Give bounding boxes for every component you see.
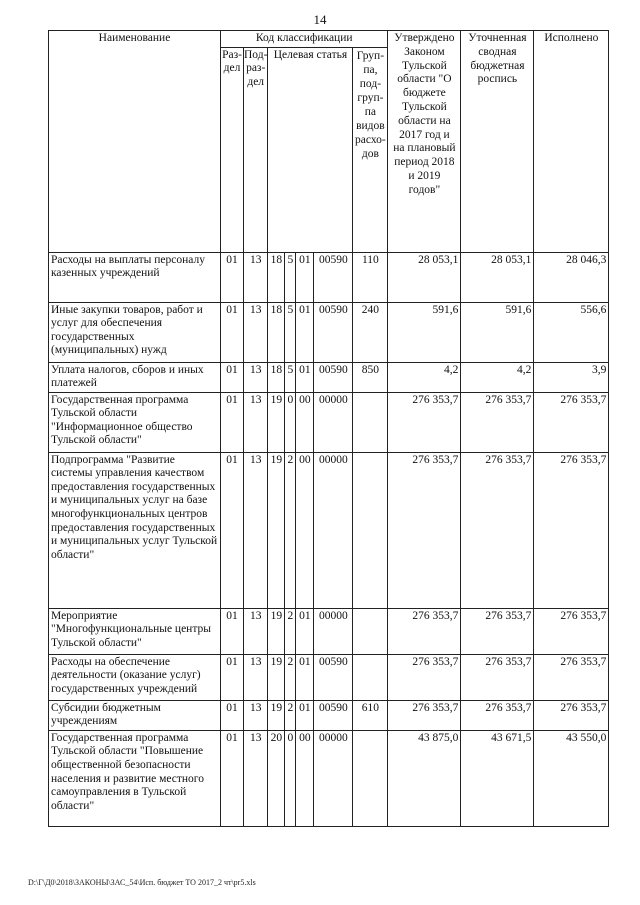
cell-target-subprogram: 5	[285, 362, 296, 392]
cell-target-program: 19	[268, 392, 285, 452]
cell-target-event: 00	[296, 392, 314, 452]
cell-podrazdel: 13	[244, 654, 268, 700]
cell-razdel: 01	[221, 302, 244, 362]
cell-target-subprogram: 2	[285, 700, 296, 730]
row-name: Расходы на выплаты персоналу казенных учреждений	[49, 252, 221, 302]
cell-revised: 28 053,1	[461, 252, 534, 302]
row-name: Субсидии бюджетным учреждениям	[49, 700, 221, 730]
cell-approved: 276 353,7	[388, 654, 461, 700]
cell-revised: 276 353,7	[461, 608, 534, 654]
header-name: Наименование	[49, 31, 221, 253]
cell-revised: 276 353,7	[461, 700, 534, 730]
table-row	[49, 608, 609, 654]
cell-executed: 3,9	[534, 362, 609, 392]
cell-group: 240	[353, 302, 388, 362]
cell-target-direction: 00590	[314, 654, 353, 700]
cell-podrazdel: 13	[244, 302, 268, 362]
cell-revised: 276 353,7	[461, 654, 534, 700]
cell-group	[353, 392, 388, 452]
cell-target-event: 01	[296, 700, 314, 730]
cell-approved: 4,2	[388, 362, 461, 392]
cell-target-direction: 00590	[314, 362, 353, 392]
row-name: Государственная программа Тульской области "Информационное общество Тульской области"	[49, 392, 221, 452]
cell-podrazdel: 13	[244, 608, 268, 654]
cell-executed: 28 046,3	[534, 252, 609, 302]
cell-podrazdel: 13	[244, 700, 268, 730]
cell-target-event: 00	[296, 730, 314, 826]
cell-approved: 43 875,0	[388, 730, 461, 826]
cell-executed: 276 353,7	[534, 608, 609, 654]
header-podrazdel: Под- раз- дел	[244, 47, 268, 252]
table-row	[49, 730, 609, 826]
cell-target-event: 01	[296, 302, 314, 362]
cell-target-direction: 00000	[314, 452, 353, 608]
cell-target-event: 01	[296, 654, 314, 700]
cell-target-direction: 00000	[314, 392, 353, 452]
table-row	[49, 302, 609, 362]
cell-group: 610	[353, 700, 388, 730]
cell-razdel: 01	[221, 654, 244, 700]
cell-target-event: 00	[296, 452, 314, 608]
cell-podrazdel: 13	[244, 362, 268, 392]
cell-approved: 276 353,7	[388, 452, 461, 608]
cell-target-direction: 00590	[314, 700, 353, 730]
cell-target-program: 18	[268, 362, 285, 392]
cell-razdel: 01	[221, 730, 244, 826]
cell-target-subprogram: 2	[285, 654, 296, 700]
cell-executed: 276 353,7	[534, 452, 609, 608]
cell-target-event: 01	[296, 362, 314, 392]
cell-target-subprogram: 0	[285, 392, 296, 452]
cell-target-program: 18	[268, 302, 285, 362]
cell-podrazdel: 13	[244, 392, 268, 452]
cell-executed: 276 353,7	[534, 654, 609, 700]
table-header	[49, 31, 609, 253]
cell-approved: 276 353,7	[388, 700, 461, 730]
cell-podrazdel: 13	[244, 730, 268, 826]
cell-revised: 591,6	[461, 302, 534, 362]
header-executed: Исполнено	[534, 31, 609, 253]
cell-target-subprogram: 2	[285, 452, 296, 608]
cell-target-subprogram: 5	[285, 252, 296, 302]
cell-target-subprogram: 5	[285, 302, 296, 362]
page-number: 14	[313, 12, 327, 27]
cell-target-event: 01	[296, 608, 314, 654]
row-name: Подпрограмма "Развитие системы управления качеством предоставления государственных и муниципальных услуг на базе многофункциональных центров предоставления государственных и муниципальных услуг Тульской области"	[49, 452, 221, 608]
cell-target-direction: 00000	[314, 730, 353, 826]
cell-group: 110	[353, 252, 388, 302]
table-row	[49, 654, 609, 700]
row-name: Расходы на обеспечение деятельности (оказание услуг) государственных учреждений	[49, 654, 221, 700]
header-revised: Уточненная сводная бюджетная роспись	[461, 31, 534, 253]
row-name: Уплата налогов, сборов и иных платежей	[49, 362, 221, 392]
cell-target-program: 19	[268, 654, 285, 700]
cell-group	[353, 654, 388, 700]
header-approved: Утверждено Законом Тульской области "О бюджете Тульской области на 2017 год и на плановый период 2018 и 2019 годов"	[388, 31, 461, 253]
cell-group	[353, 452, 388, 608]
cell-revised: 43 671,5	[461, 730, 534, 826]
header-razdel: Раз- дел	[221, 47, 244, 252]
cell-razdel: 01	[221, 252, 244, 302]
cell-target-direction: 00000	[314, 608, 353, 654]
row-name: Мероприятие "Многофункциональные центры Тульской области"	[49, 608, 221, 654]
table-row	[49, 700, 609, 730]
cell-podrazdel: 13	[244, 452, 268, 608]
cell-group	[353, 730, 388, 826]
cell-revised: 276 353,7	[461, 452, 534, 608]
cell-approved: 591,6	[388, 302, 461, 362]
row-name: Иные закупки товаров, работ и услуг для обеспечения государственных (муниципальных) нужд	[49, 302, 221, 362]
cell-razdel: 01	[221, 608, 244, 654]
cell-target-direction: 00590	[314, 302, 353, 362]
cell-revised: 4,2	[461, 362, 534, 392]
cell-target-program: 18	[268, 252, 285, 302]
table-row	[49, 392, 609, 452]
cell-target-event: 01	[296, 252, 314, 302]
cell-razdel: 01	[221, 452, 244, 608]
cell-target-program: 20	[268, 730, 285, 826]
cell-approved: 276 353,7	[388, 608, 461, 654]
table-row	[49, 252, 609, 302]
cell-approved: 28 053,1	[388, 252, 461, 302]
header-code-group: Код классификации	[221, 31, 388, 48]
header-target: Целевая статья	[268, 47, 353, 252]
row-name: Государственная программа Тульской области "Повышение общественной безопасности населения и развитие местного самоуправления в Тульской области"	[49, 730, 221, 826]
cell-executed: 43 550,0	[534, 730, 609, 826]
cell-target-program: 19	[268, 700, 285, 730]
table-row	[49, 452, 609, 608]
cell-executed: 556,6	[534, 302, 609, 362]
footer-file-path: D:\Г\Д0\2018\ЗАКОНЫ\ЗАС_54\Исп. бюджет ТО 2017_2 чт\pr5.xls	[28, 878, 256, 887]
cell-group	[353, 608, 388, 654]
cell-razdel: 01	[221, 392, 244, 452]
cell-target-program: 19	[268, 452, 285, 608]
cell-approved: 276 353,7	[388, 392, 461, 452]
cell-revised: 276 353,7	[461, 392, 534, 452]
table-body	[49, 252, 609, 826]
cell-razdel: 01	[221, 700, 244, 730]
cell-podrazdel: 13	[244, 252, 268, 302]
cell-target-subprogram: 2	[285, 608, 296, 654]
cell-target-program: 19	[268, 608, 285, 654]
cell-razdel: 01	[221, 362, 244, 392]
budget-table	[48, 30, 609, 827]
cell-target-subprogram: 0	[285, 730, 296, 826]
cell-executed: 276 353,7	[534, 700, 609, 730]
cell-executed: 276 353,7	[534, 392, 609, 452]
cell-group: 850	[353, 362, 388, 392]
cell-target-direction: 00590	[314, 252, 353, 302]
table-row	[49, 362, 609, 392]
header-group: Груп- па, под- груп- па видов расхо- дов	[353, 47, 388, 252]
